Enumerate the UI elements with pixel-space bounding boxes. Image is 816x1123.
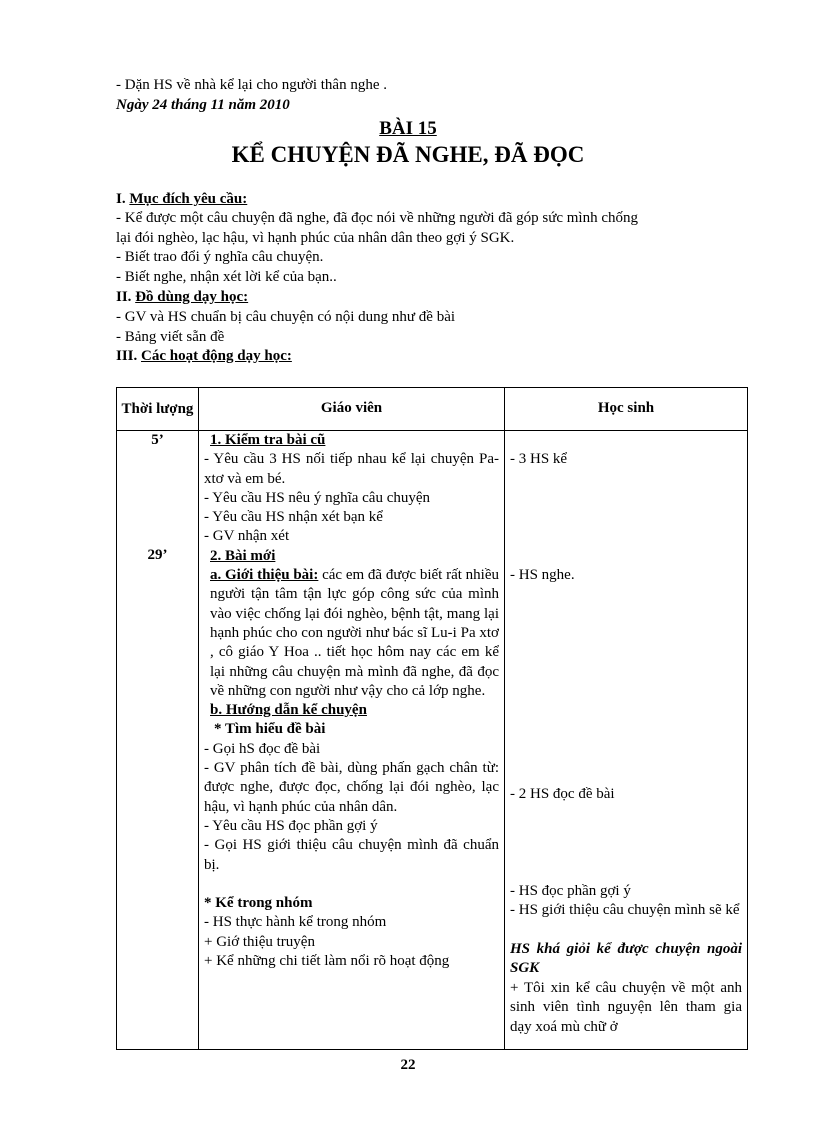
spacer xyxy=(204,875,499,894)
teacher-line: - Gọi HS giới thiệu câu chuyện mình đã chuẩn bị. xyxy=(204,837,499,873)
lesson-number: BÀI 15 xyxy=(379,118,437,139)
substep-label: b. Hướng dẫn kể chuyện xyxy=(210,702,367,719)
teacher-line: - Yêu cầu HS nhận xét bạn kể xyxy=(204,509,383,526)
substep-label: a. Giới thiệu bài: xyxy=(210,567,319,584)
section-1-line: - Kể được một câu chuyện đã nghe, đã đọc nói về những người đã góp sức mình chống xyxy=(116,210,639,226)
time-column xyxy=(117,431,199,1050)
teacher-column xyxy=(199,431,505,1050)
activity-heading: * Tìm hiểu đề bài xyxy=(214,721,326,738)
student-line: - HS giới thiệu câu chuyện mình sẽ kể xyxy=(510,902,740,918)
lesson-plan-table xyxy=(116,387,748,1050)
section-3-title: Các hoạt động dạy học: xyxy=(141,348,292,364)
section-1-prefix: I. xyxy=(116,191,130,207)
table-header-row xyxy=(117,388,748,431)
teacher-line: - HS thực hành kể trong nhóm xyxy=(204,914,387,931)
student-line: + Tôi xin kể câu chuyện về một anh sinh viên tình nguyện lên tham gia dạy xoá mù chữ ở xyxy=(510,980,742,1035)
teacher-line: - GV phân tích đề bài, dùng phấn gạch chân từ: được nghe, được đọc, chống lại đói nghèo, lạc hậu, vì hạnh phúc của nhân dân. xyxy=(204,760,499,815)
substep-text: các em đã được biết rất nhiều người tận tâm tận lực góp công sức của mình vào việc chống lại đói nghèo, bệnh tật, mang lại hạnh phúc cho con người như bác sĩ Lu-i Pa xtơ , cô giáo Y Hoa .. tiết học hôm nay các em kể lại những câu chuyện mà mình đã nghe, đã đọc về những con người như vậy cho cả lớp nghe. xyxy=(210,567,499,699)
homework-line: - Dặn HS về nhà kể lại cho người thân nghe . xyxy=(116,77,387,93)
teacher-line: + Giớ thiệu truyện xyxy=(204,933,315,950)
header-time: Thời lượng xyxy=(117,388,199,431)
student-column xyxy=(505,431,748,1050)
teacher-line: - Gọi hS đọc đề bài xyxy=(204,740,321,757)
lesson-date: Ngày 24 tháng 11 năm 2010 xyxy=(116,97,290,113)
section-1-line: - Biết trao đổi ý nghĩa câu chuyện. xyxy=(116,249,324,265)
section-2-line: - Bảng viết sẵn đề xyxy=(116,329,225,345)
teacher-line: - Yêu cầu 3 HS nối tiếp nhau kể lại chuyện Pa-xtơ và em bé. xyxy=(204,451,499,487)
teacher-paragraph xyxy=(204,566,499,701)
section-2-prefix: II. xyxy=(116,289,136,305)
teacher-line: + Kể những chi tiết làm nổi rõ hoạt động xyxy=(204,953,450,970)
section-1-line: - Biết nghe, nhận xét lời kể của bạn.. xyxy=(116,269,337,285)
time-value: 5’ xyxy=(151,432,164,448)
section-2-title: Đồ dùng dạy học: xyxy=(135,289,249,305)
section-1-line: lại đói nghèo, lạc hậu, vì hạnh phúc của nhân dân theo gợi ý SGK. xyxy=(116,230,515,246)
section-3-prefix: III. xyxy=(116,348,142,364)
lesson-title: KỂ CHUYỆN ĐÃ NGHE, ĐÃ ĐỌC xyxy=(231,142,585,167)
header-student: Học sinh xyxy=(505,388,748,431)
section-2-line: - GV và HS chuẩn bị câu chuyện có nội dung như đề bài xyxy=(116,309,456,325)
teacher-line: - GV nhận xét xyxy=(204,528,290,545)
section-1-title: Mục đích yêu cầu: xyxy=(129,191,248,207)
section-2-heading xyxy=(116,288,248,307)
student-note: HS khá giỏi kể được chuyện ngoài SGK xyxy=(510,941,742,977)
student-line: - 3 HS kể xyxy=(510,451,568,467)
section-1-heading xyxy=(116,190,247,209)
header-teacher: Giáo viên xyxy=(199,388,505,431)
page-number: 22 xyxy=(400,1057,416,1073)
activity-heading: * Kể trong nhóm xyxy=(204,895,313,912)
student-line: - 2 HS đọc đề bài xyxy=(510,786,615,802)
student-line: - HS nghe. xyxy=(510,567,575,583)
table-body-row xyxy=(117,431,748,1050)
time-value: 29’ xyxy=(147,547,168,564)
teacher-line: - Yêu cầu HS nêu ý nghĩa câu chuyện xyxy=(204,489,431,506)
step-heading: 1. Kiểm tra bài cũ xyxy=(210,432,326,448)
student-line: - HS đọc phần gợi ý xyxy=(510,883,631,899)
step-heading: 2. Bài mới xyxy=(210,547,276,564)
section-3-heading xyxy=(116,347,292,366)
teacher-line: - Yêu cầu HS đọc phần gợi ý xyxy=(204,817,378,834)
